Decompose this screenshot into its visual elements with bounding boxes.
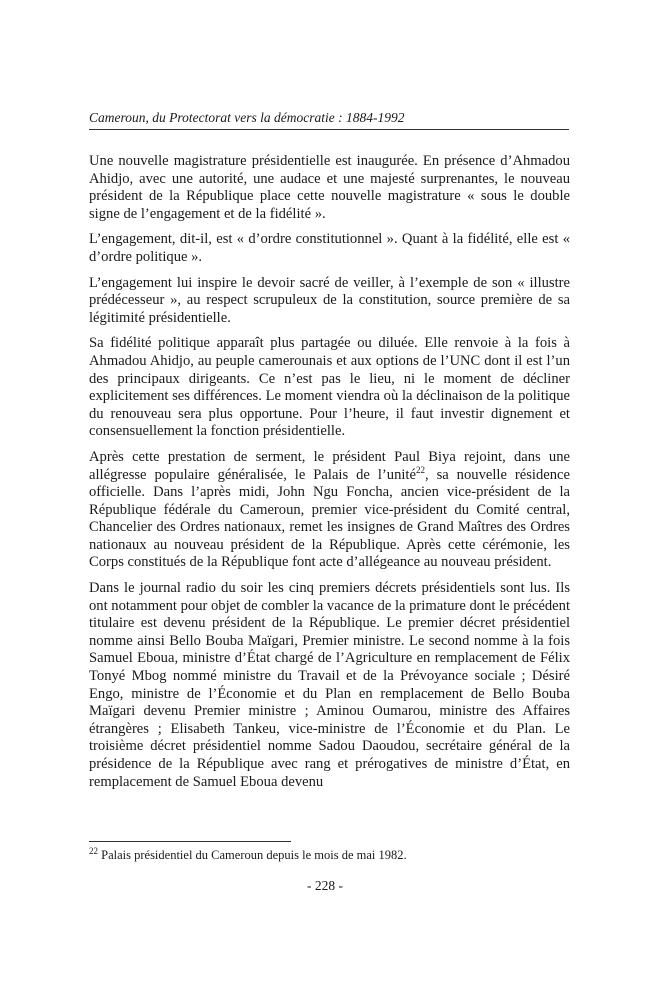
paragraph: Dans le journal radio du soir les cinq premiers décrets présidentiels sont lus. Ils ont notamment pour objet de combler la vacance de la primature dont le précédent titulaire est devenu président de la République. Le premier décret présidentiel nomme ainsi Bello Bouba Maïgari, Premier ministre. Le second nomme à la fois Samuel Eboua, ministre d’État chargé de l’Agriculture en remplacement de Félix Tonyé Mbog nommé ministre du Travail et de la Prévoyance sociale ; Désiré Engo, ministre de l’Économie et du Plan en remplacement de Bello Bouba Maïgari devenu Premier ministre ; Aminou Oumarou, ministre des Affaires étrangères ; Elisabeth Tankeu, vice-ministre de l’Économie et du Plan. Le troisième décret présidentiel nomme Sadou Daoudou, secrétaire général de la présidence de la République avec rang et prérogatives de ministre d’État, en remplacement de Samuel Eboua devenu (89, 580, 570, 790)
paragraph (89, 449, 570, 572)
paragraph: L’engagement lui inspire le devoir sacré de veiller, à l’exemple de son « illustre prédécesseur », au respect scrupuleux de la constitution, source première de sa légitimité présidentielle. (89, 274, 570, 326)
page-number: - 228 - (307, 878, 343, 893)
paragraph-text: , sa nouvelle résidence officielle. Dans l’après midi, John Ngu Foncha, ancien vice-président de la République fédérale du Cameroun, premier vice-président du Comité central, Chancelier des Ordres nationaux, remet les insignes de Grand Maîtres des Ordres nationaux au nouveau président de la République. Après cette cérémonie, les Corps constitués de la République font acte d’allégeance au nouveau président. (89, 466, 570, 571)
footnote (89, 845, 570, 863)
footnote-number: 22 (89, 845, 98, 856)
body-text (89, 153, 570, 799)
footnote-divider (89, 841, 291, 842)
paragraph: Sa fidélité politique apparaît plus partagée ou diluée. Elle renvoie à la fois à Ahmadou Ahidjo, au peuple camerounais et aux options de l’UNC dont il est l’un des principaux dirigeants. Ce n’est pas le lieu, ni le moment de décliner explicitement ses différences. Le moment viendra où la déclinaison de la politique du renouveau sera plus opportune. Pour l’heure, il faut investir dignement et consensuellement la fonction présidentielle. (89, 335, 570, 440)
running-header: Cameroun, du Protectorat vers la démocratie : 1884-1992 (89, 110, 569, 130)
paragraph: Une nouvelle magistrature présidentielle est inaugurée. En présence d’Ahmadou Ahidjo, avec une autorité, une audace et une majesté surprenantes, le nouveau président de la République place cette nouvelle magistrature « sous le double signe de l’engagement et de la fidélité ». (89, 153, 570, 222)
footnote-reference: 22 (415, 464, 425, 475)
paragraph: L’engagement, dit-il, est « d’ordre constitutionnel ». Quant à la fidélité, elle est « d’ordre politique ». (89, 231, 570, 265)
paragraph-text: Après cette prestation de serment, le président Paul Biya rejoint, dans une allégresse populaire généralisée, le Palais de l’unité (89, 448, 570, 483)
footnote-text: Palais présidentiel du Cameroun depuis le mois de mai 1982. (98, 848, 407, 862)
